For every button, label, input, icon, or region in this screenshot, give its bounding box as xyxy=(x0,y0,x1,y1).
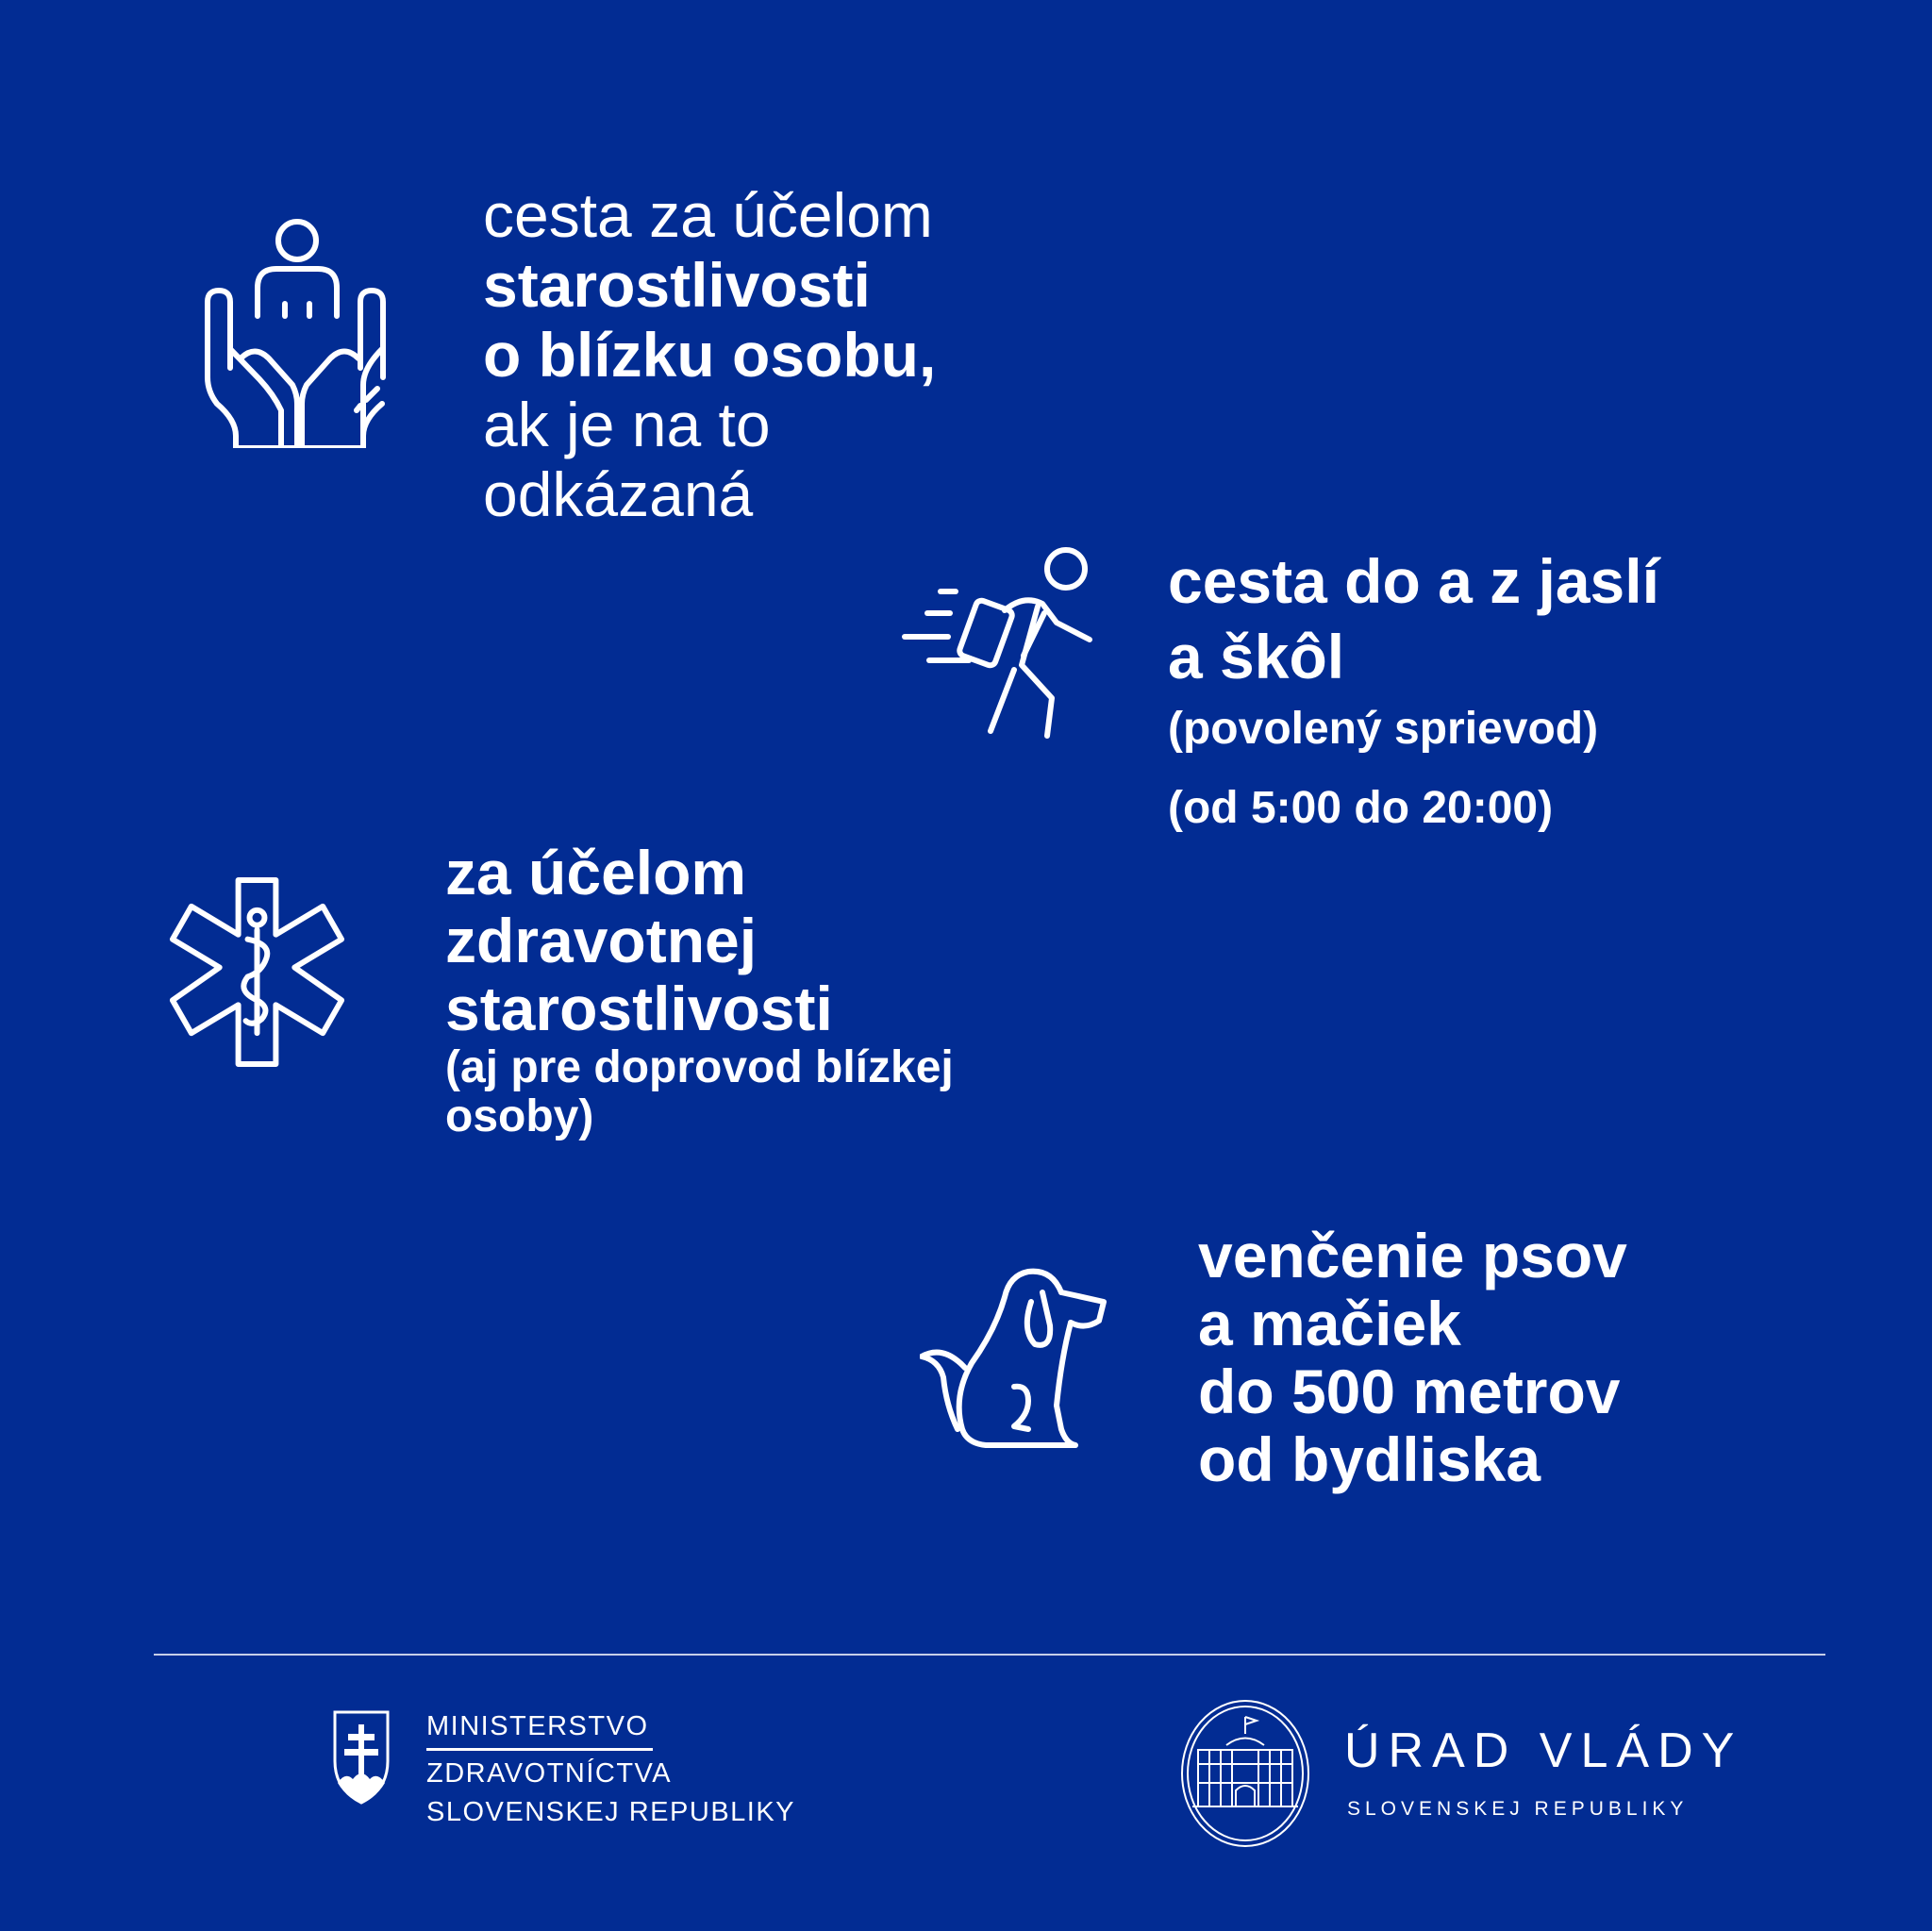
hands-holding-person-icon xyxy=(198,217,387,448)
walking-child-backpack-icon xyxy=(901,542,1104,745)
pets-line-4: od bydliska xyxy=(1198,1424,1541,1494)
medical-line-4: (aj pre doprovod blízkej xyxy=(445,1042,954,1092)
care-line-1: cesta za účelom xyxy=(483,180,933,250)
ministry-line-2: ZDRAVOTNÍCTVA xyxy=(426,1758,673,1789)
footer-divider xyxy=(154,1654,1825,1656)
medical-line-1: za účelom xyxy=(445,838,747,907)
care-line-5: odkázaná xyxy=(483,459,754,529)
medical-line-3: starostlivosti xyxy=(445,974,833,1043)
pets-line-3: do 500 metrov xyxy=(1198,1357,1621,1426)
medical-line-5: osoby) xyxy=(445,1091,594,1141)
pet-walking-text xyxy=(1198,1221,1627,1496)
school-line-3: (povolený sprievod) xyxy=(1168,704,1599,754)
ministry-line-3: SLOVENSKEJ REPUBLIKY xyxy=(426,1797,796,1827)
government-office-subtitle: SLOVENSKEJ REPUBLIKY xyxy=(1347,1798,1689,1820)
slovak-coat-of-arms-icon xyxy=(332,1709,391,1810)
school-line-2: a škôl xyxy=(1168,622,1345,691)
school-line-1: cesta do a z jaslí xyxy=(1168,546,1659,616)
ministry-name xyxy=(426,1711,795,1828)
government-office-title: ÚRAD VLÁDY xyxy=(1344,1723,1743,1778)
care-for-close-person-text xyxy=(483,180,937,533)
care-line-2: starostlivosti xyxy=(483,250,871,320)
school-travel-text xyxy=(1168,546,1659,859)
care-line-3: o blízku osobu, xyxy=(483,320,937,390)
pets-line-2: a mačiek xyxy=(1198,1289,1461,1358)
sitting-dog-icon xyxy=(920,1264,1113,1453)
government-office-seal-icon xyxy=(1179,1698,1311,1854)
school-line-4: (od 5:00 do 20:00) xyxy=(1168,783,1554,833)
star-of-life-icon xyxy=(156,875,358,1069)
medical-line-2: zdravotnej xyxy=(445,906,758,975)
pets-line-1: venčenie psov xyxy=(1198,1221,1627,1290)
health-care-text xyxy=(445,838,954,1143)
ministry-line-1: MINISTERSTVO xyxy=(426,1711,653,1751)
care-line-4: ak je na to xyxy=(483,390,771,459)
